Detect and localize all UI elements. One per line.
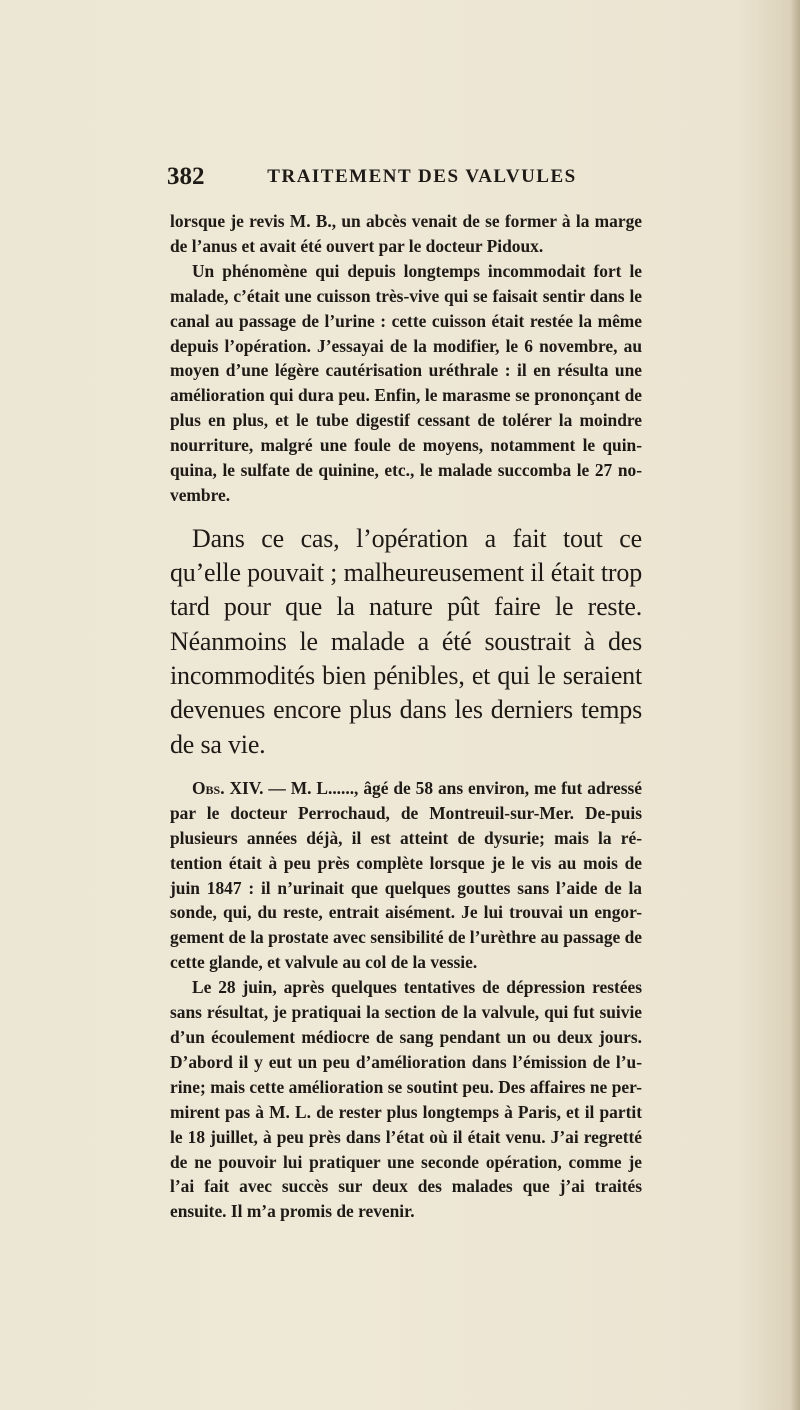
paragraph-observation-xiv [170, 776, 642, 975]
paragraph-continuation: lorsque je revis M. B., un abcès venait de se former à la marge de l’anus et avait été ouvert par le docteur Pidoux. [170, 211, 642, 256]
paragraph-cuisson: Un phénomène qui depuis longtemps incommodait fort le malade, c’était une cuisson très-vive qui se faisait sentir dans le canal au passage de l’urine : cette cuisson était restée la même depuis l’opération. J’essayai de la modifier, le 6 novembre, au moyen d’une légère cautérisation uréthrale : il en résulta une amélioration qui dura peu. Enfin, le marasme se prononçant de plus en plus, et le tube digestif cessant de tolérer la moindre nourriture, malgré une foule de moyens, notamment le quin-quina, le sulfate de quinine, etc., le malade succomba le 27 no-vembre. [170, 260, 642, 505]
page-number: 382 [167, 163, 205, 190]
page-edge-shadow [790, 0, 800, 1410]
observation-label: Obs. XIV. [192, 777, 264, 798]
observation-text: — M. L......, âgé de 58 ans environ, me fut adressé par le docteur Perrochaud, de Montreuil-sur-Mer. De-puis plusieurs années déjà, il est atteint de dysurie; mais la ré-tention était à peu près complète lorsque je le vis au mois de juin 1847 : il n’urinait que quelques gouttes sans l’aide de la sonde, qui, du reste, entrait aisément. Je lui trouvai un engor-gement de la prostate avec sensibilité de l’urèthre au passage de cette glande, et valvule au col de la vessie. [170, 777, 643, 973]
paragraph-28-juin: Le 28 juin, après quelques tentatives de dépression restées sans résultat, je pratiquai la section de la valvule, qui fut suivie d’un écoulement médiocre de sang pendant un ou deux jours. D’abord il y eut un peu d’amélioration dans l’émission de l’u-rine; mais cette amélioration se soutint peu. Des affaires ne per-mirent pas à M. L. de rester plus longtemps à Paris, et il partit le 18 juillet, à peu près dans l’état où il était venu. J’ai regretté de ne pouvoir lui pratiquer une seconde opération, comme je l’ai fait avec succès sur deux des malades que j’ai traités ensuite. Il m’a promis de revenir. [170, 977, 642, 1222]
running-head: TRAITEMENT DES VALVULES [267, 166, 577, 187]
paragraph-conclusion: Dans ce cas, l’opération a fait tout ce qu’elle pouvait ; malheureusement il était trop tard pour que la nature pût faire le reste. Néanmoins le malade a été soustrait à des incommodités bien pénibles, et qui le seraient devenues encore plus dans les derniers temps de sa vie. [170, 523, 642, 759]
body-text [170, 209, 642, 1224]
page-header [167, 163, 637, 197]
